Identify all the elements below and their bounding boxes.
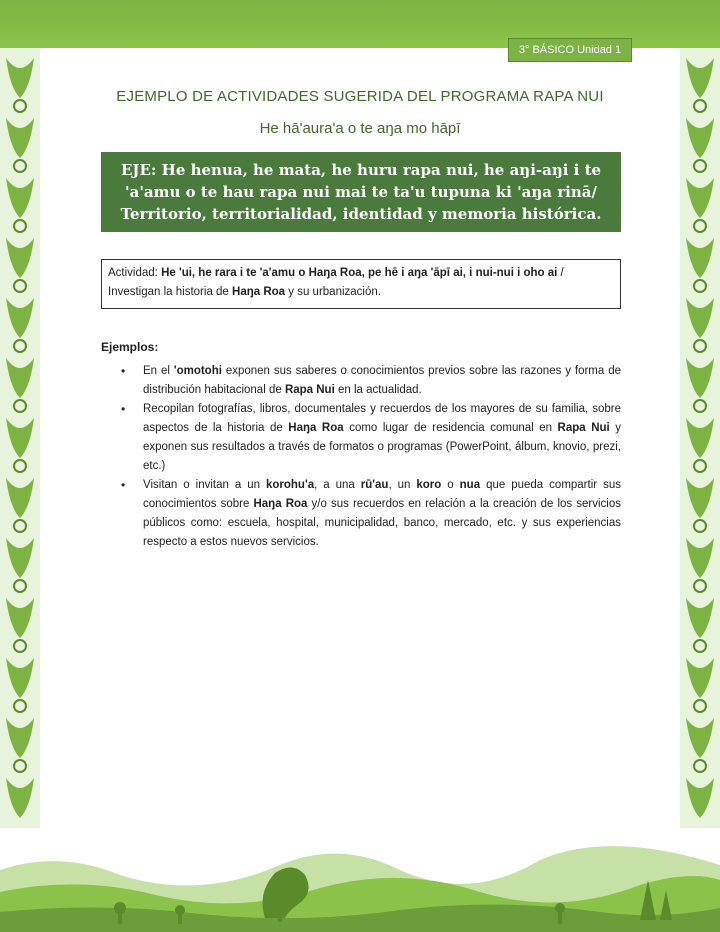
text-fragment: En el [143,365,174,377]
text-fragment: o [441,479,460,491]
term-korohua: korohu'a [265,479,315,491]
text-fragment: Recopilan fotografías, libros, documentales y recuerdos de los mayores de su familia, sobre aspectos de la historia de [143,403,621,434]
list-item [143,476,621,552]
term-koro: koro [416,479,442,491]
ejemplos-list [101,362,621,552]
eje-text: EJE: He henua, he mata, he huru rapa nui, he aŋi-aŋi i te 'a'amu o te hau rapa nui mai te ta'u tupuna ki 'aŋa rinā/ Territorio, territorialidad, identidad y memoria histórica. [120,161,602,223]
right-decorative-border [680,48,720,828]
text-fragment: , un [388,479,417,491]
text-fragment: y exponen sus resultados a través de formatos o programas (PowerPoint, álbum, knovio, prezi, etc.) [143,422,622,472]
actividad-box [101,259,621,309]
eje-banner [101,152,621,232]
term-ruau: rū'au [360,479,389,491]
term-rapa-nui: Rapa Nui [557,422,610,434]
text-fragment: que pueda compartir sus conocimientos sobre [143,479,621,510]
actividad-text-mid: / Investigan la historia de [108,267,564,298]
text-fragment: , a una [314,479,361,491]
text-fragment: exponen sus saberes o conocimientos previos sobre las razones y forma de distribución habitacional de [143,365,621,396]
page-title: EJEMPLO DE ACTIVIDADES SUGERIDA DEL PROGRAMA RAPA NUI [116,88,604,105]
text-fragment: en la actualidad. [334,384,422,396]
list-item [143,400,621,476]
text-fragment: como lugar de residencia comunal en [343,422,558,434]
text-fragment: y/o sus recuerdos en relación a la creación de los servicios públicos como: escuela, hospital, municipalidad, banco, mercado, etc. y sus experiencias respecto a estos nuevos servicios. [143,498,622,548]
text-fragment: Visitan o invitan a un [143,479,266,491]
footer-landscape-illustration [0,830,720,932]
term-rapa-nui: Rapa Nui [284,384,335,396]
page-subtitle: He hā'aura'a o te aŋa mo hāpī [259,120,461,137]
grade-unit-badge: 3° BÁSICO Unidad 1 [508,38,632,62]
term-hanga-roa: Haŋa Roa [288,422,344,434]
term-hanga-roa: Haŋa Roa [253,498,308,510]
term-nua: nua [459,479,481,491]
left-decorative-border [0,48,40,828]
actividad-text-end: y su urbanización. [285,286,381,298]
ejemplos-heading: Ejemplos: [101,340,159,354]
actividad-place: Haŋa Roa [232,286,286,298]
term-omotohi: 'omotohi [173,365,222,377]
actividad-label: Actividad: [108,267,158,279]
list-item [143,362,621,400]
actividad-rapanui-text: He 'ui, he rara i te 'a'amu o Haŋa Roa, pe hē i aŋa 'āpī ai, i nui-nui i oho ai [161,267,558,279]
